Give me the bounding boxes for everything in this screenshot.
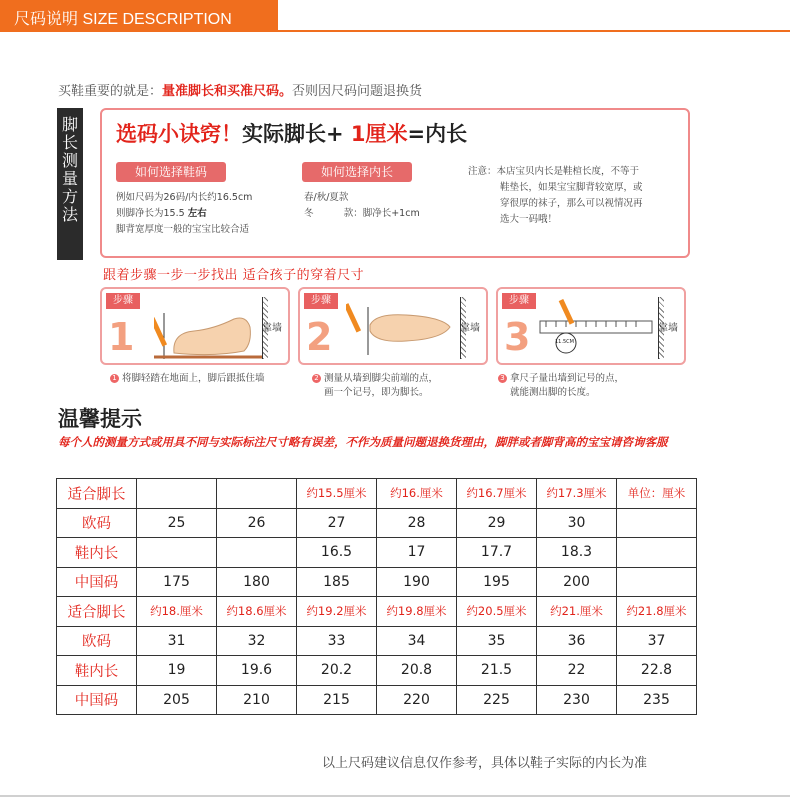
shoe-size-line-2b: 左右 bbox=[187, 208, 207, 219]
table-cell: 235 bbox=[617, 685, 697, 715]
inner-length-line-1: 春/秋/夏款 bbox=[304, 192, 349, 203]
shoe-size-line-3: 脚背宽厚度一般的宝宝比较合适 bbox=[116, 224, 250, 235]
step-2-box bbox=[298, 287, 488, 365]
table-cell: 20.2 bbox=[297, 656, 377, 686]
foot-side-icon bbox=[154, 307, 264, 363]
warm-text: 每个人的测量方式或用具不同与实际标注尺寸略有误差，不作为质量问题退换货理由，脚胖或者脚背高的宝宝请咨询客服 bbox=[58, 435, 668, 449]
header-divider bbox=[278, 30, 790, 32]
table-row bbox=[57, 626, 697, 656]
ruler-label: 11.5CM bbox=[555, 339, 574, 345]
notice-explain bbox=[468, 164, 643, 228]
table-cell bbox=[137, 479, 217, 509]
shoe-size-explain bbox=[116, 190, 252, 238]
table-cell: 22 bbox=[537, 656, 617, 686]
table-cell: 25 bbox=[137, 508, 217, 538]
row-header: 中国码 bbox=[57, 567, 137, 597]
step-1-note-line-1: 将脚轻踏在地面上，脚后跟抵住墙 bbox=[122, 373, 265, 384]
intro-highlight: 量准脚长和买准尺码。 bbox=[162, 84, 293, 99]
table-cell bbox=[617, 508, 697, 538]
step-2-note-line-1: 测量从墙到脚尖前端的点， bbox=[324, 373, 439, 384]
table-cell: 37 bbox=[617, 626, 697, 656]
row-header: 中国码 bbox=[57, 685, 137, 715]
row-header: 适合脚长 bbox=[57, 479, 137, 509]
side-label: 脚长测量方法 bbox=[57, 108, 83, 260]
footer-divider bbox=[0, 795, 790, 797]
step-3-number: 3 bbox=[504, 315, 531, 359]
tip-box bbox=[100, 108, 690, 258]
intro-text bbox=[58, 80, 422, 99]
table-cell: 21.5 bbox=[457, 656, 537, 686]
step-3-tag: 步骤 bbox=[502, 293, 536, 309]
step-1-wall-label: 靠墙 bbox=[262, 323, 282, 334]
inner-length-line-2a: 冬 bbox=[304, 208, 314, 219]
row-header: 欧码 bbox=[57, 626, 137, 656]
table-cell: 31 bbox=[137, 626, 217, 656]
step-3-note-line-1: 拿尺子量出墙到记号的点， bbox=[510, 373, 625, 384]
table-cell: 215 bbox=[297, 685, 377, 715]
table-cell bbox=[617, 538, 697, 568]
table-row bbox=[57, 479, 697, 509]
table-cell: 19 bbox=[137, 656, 217, 686]
table-cell: 18.3 bbox=[537, 538, 617, 568]
step-3-note-line-2: 就能测出脚的长度。 bbox=[510, 387, 596, 398]
tip-title-dark: 实际脚长+ bbox=[242, 122, 344, 146]
table-cell: 22.8 bbox=[617, 656, 697, 686]
header-title: 尺码说明 SIZE DESCRIPTION bbox=[14, 11, 232, 28]
step-3-dot-icon: 3 bbox=[498, 374, 507, 383]
table-cell bbox=[137, 538, 217, 568]
tip-title bbox=[116, 118, 467, 148]
step-2-note bbox=[312, 372, 438, 400]
notice-line-4: 选大一码哦！ bbox=[500, 214, 558, 225]
table-cell: 约21.8厘米 bbox=[617, 597, 697, 627]
table-cell: 230 bbox=[537, 685, 617, 715]
table-cell: 195 bbox=[457, 567, 537, 597]
table-cell: 约18.厘米 bbox=[137, 597, 217, 627]
warm-title: 温馨提示 bbox=[58, 407, 142, 431]
steps-title: 跟着步骤一步一步找出 适合孩子的穿着尺寸 bbox=[103, 268, 365, 283]
table-cell: 约15.5厘米 bbox=[297, 479, 377, 509]
row-header: 鞋内长 bbox=[57, 538, 137, 568]
table-cell: 约19.8厘米 bbox=[377, 597, 457, 627]
notice-line-2: 鞋垫长，如果宝宝脚背较宽厚，或 bbox=[500, 182, 643, 193]
step-2-wall-label: 靠墙 bbox=[460, 323, 480, 334]
table-cell: 19.6 bbox=[217, 656, 297, 686]
table-cell: 28 bbox=[377, 508, 457, 538]
table-cell bbox=[217, 538, 297, 568]
table-cell: 约18.6厘米 bbox=[217, 597, 297, 627]
table-row bbox=[57, 597, 697, 627]
inner-length-explain bbox=[304, 190, 420, 222]
inner-length-line-2b: 款：脚净长+1cm bbox=[343, 208, 420, 219]
notice-line-3: 穿很厚的袜子，那么可以视情况再 bbox=[500, 198, 643, 209]
row-header: 适合脚长 bbox=[57, 597, 137, 627]
step-2-note-line-2: 画一个记号，即为脚长。 bbox=[324, 387, 429, 398]
step-1-box bbox=[100, 287, 290, 365]
table-cell: 约16.厘米 bbox=[377, 479, 457, 509]
table-cell: 175 bbox=[137, 567, 217, 597]
table-cell: 约17.3厘米 bbox=[537, 479, 617, 509]
step-3-wall-label: 靠墙 bbox=[658, 323, 678, 334]
shoe-size-line-1: 例如尺码为26码/内长约16.5cm bbox=[116, 192, 253, 203]
table-cell: 210 bbox=[217, 685, 297, 715]
table-cell: 200 bbox=[537, 567, 617, 597]
pill-shoe-size: 如何选择鞋码 bbox=[116, 162, 226, 182]
table-cell: 20.8 bbox=[377, 656, 457, 686]
shoe-size-line-2: 则脚净长为15.5 bbox=[116, 208, 185, 219]
table-cell: 约20.5厘米 bbox=[457, 597, 537, 627]
table-row bbox=[57, 567, 697, 597]
table-cell: 180 bbox=[217, 567, 297, 597]
table-cell: 205 bbox=[137, 685, 217, 715]
table-cell: 225 bbox=[457, 685, 537, 715]
row-header: 欧码 bbox=[57, 508, 137, 538]
tip-title-dark2: =内长 bbox=[407, 122, 468, 146]
table-cell: 34 bbox=[377, 626, 457, 656]
tip-title-red2: 1厘米 bbox=[350, 122, 408, 146]
ruler-icon bbox=[536, 299, 656, 359]
table-cell: 185 bbox=[297, 567, 377, 597]
table-cell: 27 bbox=[297, 508, 377, 538]
step-2-number: 2 bbox=[306, 315, 333, 359]
table-cell: 约21.厘米 bbox=[537, 597, 617, 627]
table-cell: 190 bbox=[377, 567, 457, 597]
table-row bbox=[57, 685, 697, 715]
table-cell: 220 bbox=[377, 685, 457, 715]
table-cell: 约16.7厘米 bbox=[457, 479, 537, 509]
tip-title-red: 选码小诀窍！ bbox=[116, 122, 242, 146]
table-cell: 30 bbox=[537, 508, 617, 538]
table-cell: 32 bbox=[217, 626, 297, 656]
footer-note: 以上尺码建议信息仅作参考，具体以鞋子实际的内长为准 bbox=[322, 756, 648, 771]
table-cell: 29 bbox=[457, 508, 537, 538]
notice-line-1: 注意：本店宝贝内长是鞋楦长度，不等于 bbox=[468, 166, 640, 177]
header-bar bbox=[0, 0, 278, 32]
table-cell bbox=[617, 567, 697, 597]
table-cell: 16.5 bbox=[297, 538, 377, 568]
table-cell bbox=[217, 479, 297, 509]
intro-prefix: 买鞋重要的就是： bbox=[58, 84, 163, 99]
intro-suffix: 否则因尺码问题退换货 bbox=[292, 84, 423, 99]
table-cell: 35 bbox=[457, 626, 537, 656]
table-cell: 17 bbox=[377, 538, 457, 568]
table-cell: 17.7 bbox=[457, 538, 537, 568]
row-header: 鞋内长 bbox=[57, 656, 137, 686]
step-1-tag: 步骤 bbox=[106, 293, 140, 309]
step-2-dot-icon: 2 bbox=[312, 374, 321, 383]
table-cell: 33 bbox=[297, 626, 377, 656]
table-row bbox=[57, 656, 697, 686]
size-table bbox=[56, 478, 697, 715]
step-1-dot-icon: 1 bbox=[110, 374, 119, 383]
step-3-note bbox=[498, 372, 624, 400]
step-3-box bbox=[496, 287, 686, 365]
table-cell: 36 bbox=[537, 626, 617, 656]
table-row bbox=[57, 538, 697, 568]
pill-inner-length: 如何选择内长 bbox=[302, 162, 412, 182]
step-1-note bbox=[110, 372, 265, 386]
table-cell: 约19.2厘米 bbox=[297, 597, 377, 627]
table-cell: 26 bbox=[217, 508, 297, 538]
foot-top-icon bbox=[346, 303, 456, 359]
step-2-tag: 步骤 bbox=[304, 293, 338, 309]
table-row bbox=[57, 508, 697, 538]
table-cell: 单位：厘米 bbox=[617, 479, 697, 509]
step-1-number: 1 bbox=[108, 315, 135, 359]
